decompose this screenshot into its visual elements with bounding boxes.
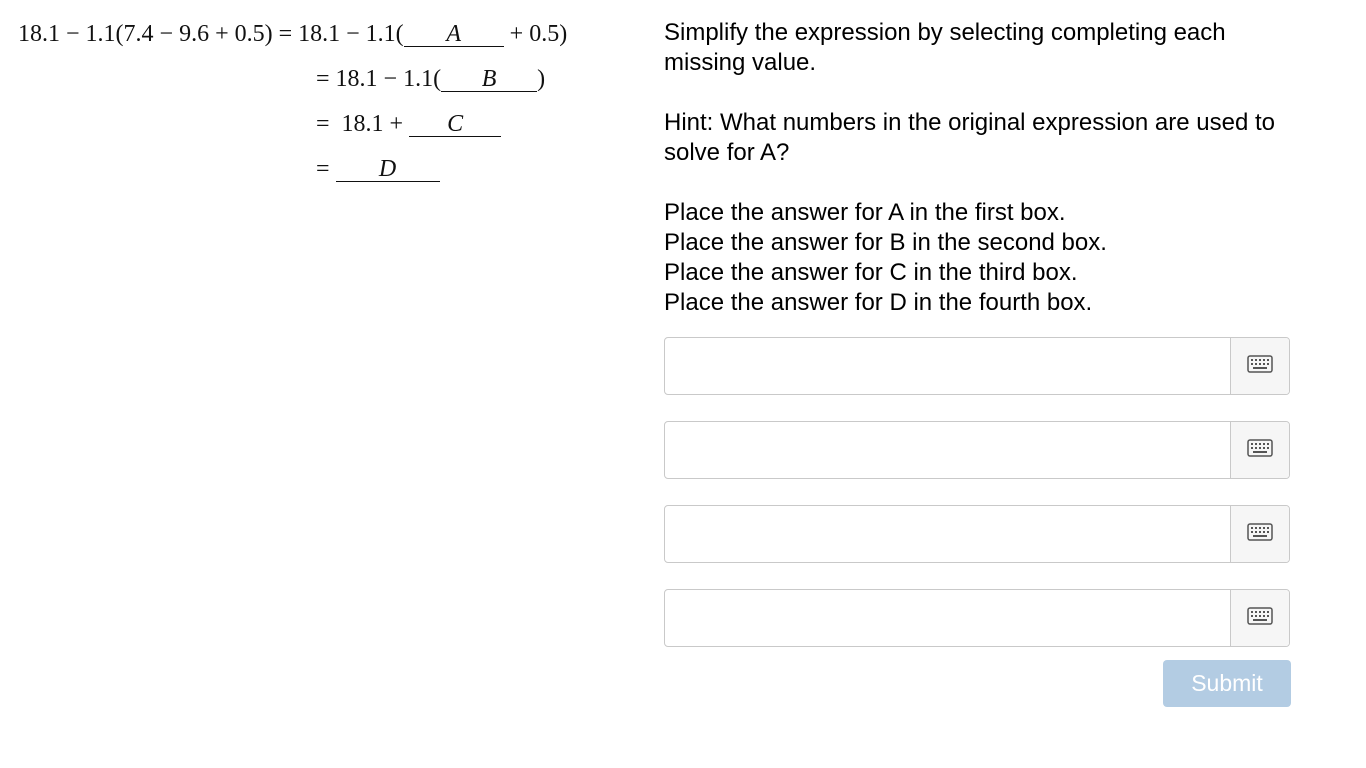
blank-d: D (336, 157, 440, 182)
answer-input-b[interactable] (665, 422, 1230, 478)
answer-input-a[interactable] (665, 338, 1230, 394)
place-c-text: Place the answer for C in the third box. (664, 259, 1078, 286)
expression-text: = 18.1 − 1.1( (316, 66, 442, 92)
expression-line-2 (316, 64, 545, 94)
answer-row-b (664, 421, 1290, 479)
blank-c: C (409, 112, 501, 137)
answer-row-a (664, 337, 1290, 395)
expression-line-1 (18, 19, 567, 49)
keyboard-button-b[interactable] (1230, 422, 1289, 478)
prompt-text: Simplify the expression by selecting completing each missing value. (664, 19, 1226, 76)
expression-text: + 0.5) (509, 21, 568, 47)
instructions (664, 18, 1304, 318)
expression-text: = 18.1 + (316, 111, 410, 137)
hint-text: Hint: What numbers in the original expression are used to solve for A? (664, 109, 1275, 166)
keyboard-icon (1247, 439, 1273, 462)
expression-line-3 (316, 109, 501, 139)
expression-line-4 (316, 154, 440, 184)
place-d-text: Place the answer for D in the fourth box. (664, 289, 1093, 316)
keyboard-icon (1247, 355, 1273, 378)
answer-input-c[interactable] (665, 506, 1230, 562)
expression-text: 18.1 − 1.1(7.4 − 9.6 + 0.5) = 18.1 − 1.1( (18, 21, 404, 47)
keyboard-button-a[interactable] (1230, 338, 1289, 394)
expression-text: ) (537, 66, 546, 92)
answer-input-d[interactable] (665, 590, 1230, 646)
place-a-text: Place the answer for A in the first box. (664, 199, 1066, 226)
keyboard-icon (1247, 607, 1273, 630)
keyboard-icon (1247, 523, 1273, 546)
blank-b: B (441, 67, 537, 92)
expression-text: = (316, 156, 336, 182)
answer-row-d (664, 589, 1290, 647)
blank-a: A (404, 22, 504, 47)
submit-button[interactable]: Submit (1163, 660, 1291, 707)
keyboard-button-c[interactable] (1230, 506, 1289, 562)
answer-row-c (664, 505, 1290, 563)
keyboard-button-d[interactable] (1230, 590, 1289, 646)
place-b-text: Place the answer for B in the second box. (664, 229, 1107, 256)
